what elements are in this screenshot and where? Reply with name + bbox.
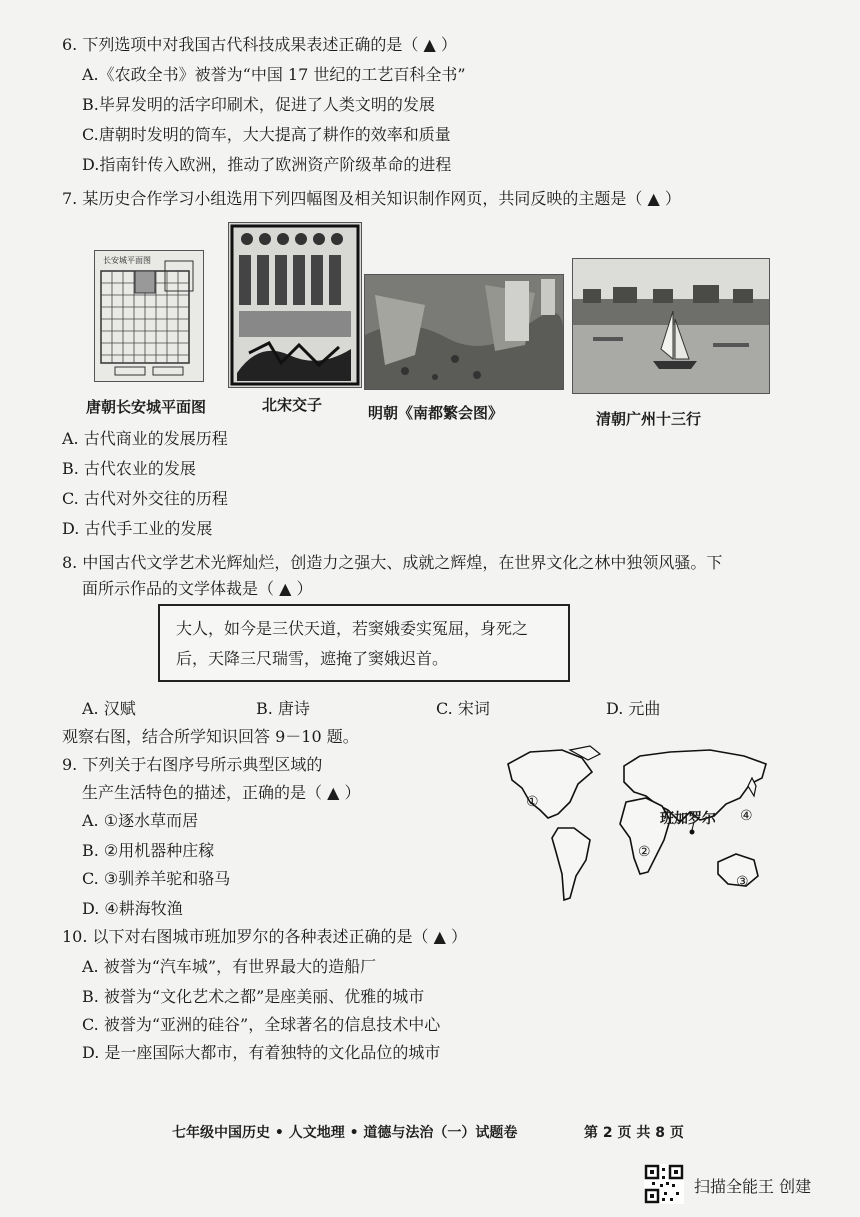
q9-option-c: C. ③驯养羊驼和骆马	[82, 869, 231, 888]
map-marker-3: ③	[736, 874, 749, 890]
q6-option-d: D.指南针传入欧洲，推动了欧洲资产阶级革命的进程	[82, 155, 452, 174]
q6-option-c: C.唐朝时发明的筒车，大大提高了耕作的效率和质量	[82, 125, 451, 144]
painting-icon	[365, 275, 563, 389]
changan-plan-figure	[94, 250, 204, 382]
q10-option-c: C. 被誉为“亚洲的硅谷”，全球著名的信息技术中心	[82, 1015, 441, 1034]
q10-option-b: B. 被誉为“文化艺术之都”是座美丽、优雅的城市	[82, 987, 425, 1006]
q6-option-b: B.毕昇发明的活字印刷术，促进了人类文明的发展	[82, 95, 435, 114]
q8-quote-line2: 后，天降三尺瑞雪，遮掩了窦娥迟首。	[176, 649, 449, 668]
map-marker-4: ④	[740, 808, 753, 824]
harbor-icon	[573, 259, 769, 393]
q8-stem-line1: 8. 中国古代文学艺术光辉灿烂，创造力之强大、成就之辉煌，在世界文化之林中独领风骚。下	[62, 553, 723, 572]
map-marker-2: ②	[638, 844, 651, 860]
scanner-watermark: 扫描全能王 创建	[694, 1177, 812, 1196]
q6-stem: 6. 下列选项中对我国古代科技成果表述正确的是（ ▲ ）	[62, 35, 457, 54]
q7-option-d: D. 古代手工业的发展	[62, 519, 213, 538]
q8-quote-box	[158, 604, 570, 682]
q8-option-d: D. 元曲	[606, 699, 661, 718]
footer-page: 第 2 页 共 8 页	[584, 1125, 684, 1141]
q8-stem-line2: 面所示作品的文学体裁是（ ▲ ）	[82, 579, 313, 598]
map-city-label: 班加罗尔	[660, 811, 716, 827]
q8-option-a: A. 汉赋	[82, 699, 136, 718]
world-map-icon	[500, 744, 776, 914]
q10-option-a: A. 被誉为“汽车城”，有世界最大的造船厂	[82, 957, 377, 976]
q8-quote-line1: 大人，如今是三伏天道，若窦娥委实冤屈，身死之	[176, 619, 529, 638]
world-map	[500, 744, 776, 914]
q9-option-a: A. ①逐水草而居	[82, 811, 199, 830]
q9-stem-line1: 9. 下列关于右图序号所示典型区域的	[62, 755, 323, 774]
jiaozi-banknote-icon	[229, 223, 361, 387]
q9-stem-line2: 生产生活特色的描述，正确的是（ ▲ ）	[82, 783, 361, 802]
q7-option-b: B. 古代农业的发展	[62, 459, 196, 478]
q7-stem: 7. 某历史合作学习小组选用下列四幅图及相关知识制作网页，共同反映的主题是（ ▲ ）	[62, 189, 681, 208]
q10-stem: 10. 以下对右图城市班加罗尔的各种表述正确的是（ ▲ ）	[62, 927, 468, 946]
footer-title: 七年级中国历史 • 人文地理 • 道德与法治（一）试题卷	[172, 1125, 518, 1141]
city-grid-icon	[95, 251, 203, 381]
q10-option-d: D. 是一座国际大都市，有着独特的文化品位的城市	[82, 1043, 441, 1062]
jiaozi-figure	[228, 222, 362, 388]
map-marker-1: ①	[526, 794, 539, 810]
caption-jiaozi: 北宋交子	[262, 396, 323, 414]
thirteen-hongs-figure	[572, 258, 770, 394]
q8-option-c: C. 宋词	[436, 699, 490, 718]
q7-option-a: A. 古代商业的发展历程	[62, 429, 228, 448]
q9-option-b: B. ②用机器种庄稼	[82, 841, 215, 860]
q9-option-d: D. ④耕海牧渔	[82, 899, 183, 918]
q8-option-b: B. 唐诗	[256, 699, 310, 718]
q6-option-a: A.《农政全书》被誉为“中国 17 世纪的工艺百科全书”	[82, 65, 466, 84]
caption-nandu: 明朝《南都繁会图》	[368, 404, 504, 422]
intro-9-10: 观察右图，结合所学知识回答 9－10 题。	[62, 727, 359, 746]
qr-code-icon	[644, 1164, 684, 1204]
caption-thirteen-hongs: 清朝广州十三行	[596, 410, 702, 428]
q7-option-c: C. 古代对外交往的历程	[62, 489, 228, 508]
changan-plan-label: 长安城平面图	[103, 256, 151, 265]
nandu-painting-figure	[364, 274, 564, 390]
caption-changan: 唐朝长安城平面图	[86, 398, 207, 416]
